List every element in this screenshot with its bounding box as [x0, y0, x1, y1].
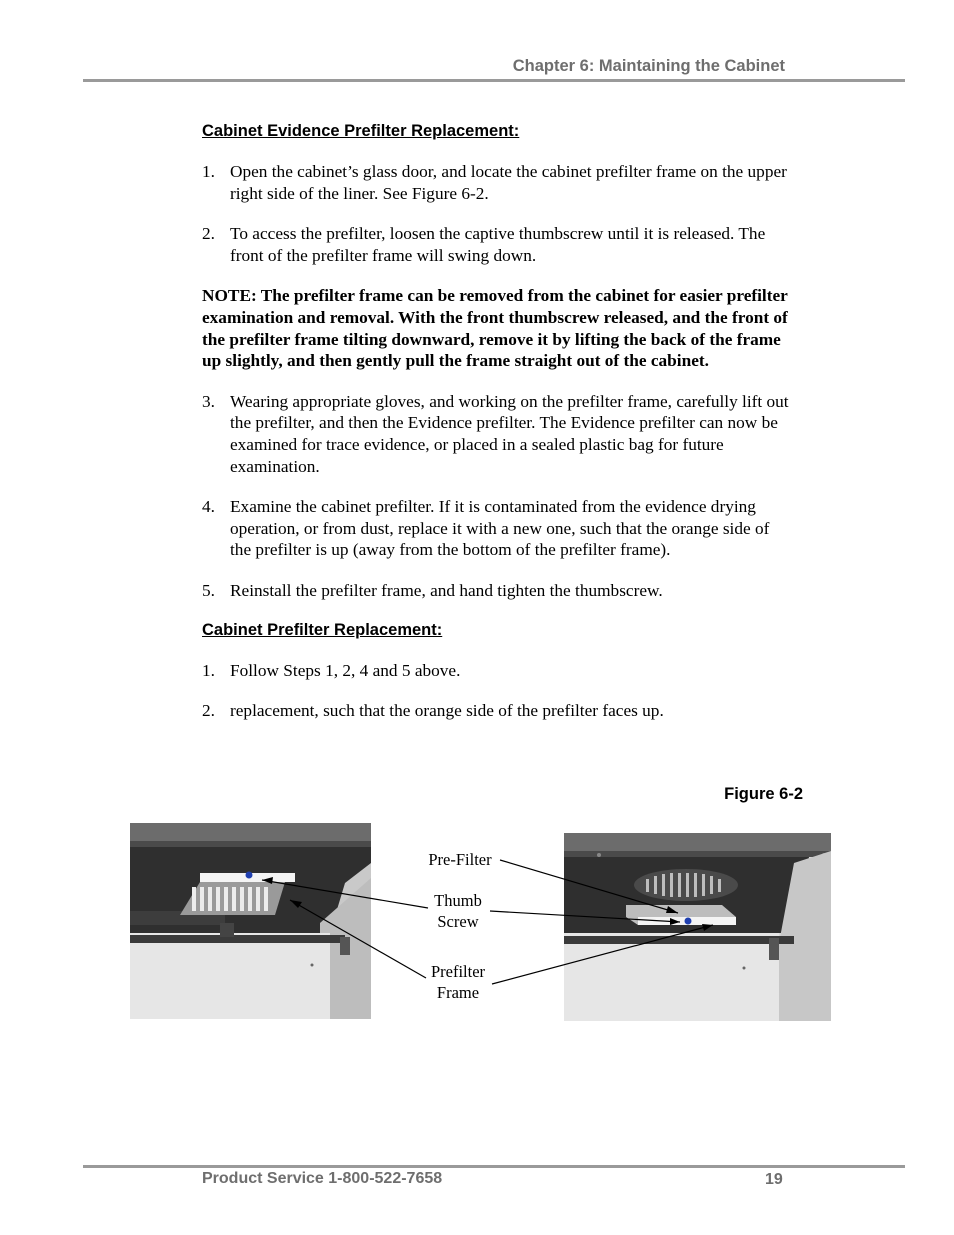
step-text: Follow Steps 1, 2, 4 and 5 above.: [230, 660, 461, 680]
callout-frame-line2: Frame: [436, 983, 480, 1002]
step-text: Wearing appropriate gloves, and working on the prefilter frame, carefully lift out the prefilter, and then the Evidence prefilter. The Evidence prefilter can now be examined for trace evidence, or placed in a sealed plastic bag for future examination.: [230, 391, 789, 476]
step-number: 1.: [202, 162, 215, 181]
step-number: 2.: [202, 224, 215, 244]
step-text: Reinstall the prefilter frame, and hand tighten the thumbscrew.: [230, 580, 663, 600]
footer-rule: [83, 1165, 905, 1168]
section-heading-cabinet-prefilter: Cabinet Prefilter Replacement:: [202, 620, 443, 639]
step-number: 5.: [202, 580, 215, 600]
footer-service-phone: Product Service 1-800-522-7658: [202, 1170, 443, 1187]
step-number: 1.: [202, 660, 215, 680]
step-number: 3.: [202, 391, 215, 411]
step-text: Examine the cabinet prefilter. If it is contaminated from the evidence drying operation, or from dust, replace it with a new one, such that the orange side of the prefilter is up (away from the bottom of the prefilter frame).: [230, 497, 770, 560]
step-number: 2.: [202, 701, 215, 721]
callout-thumb-screw: [418, 890, 498, 932]
callout-thumb-line2: Screw: [437, 912, 479, 931]
note-paragraph: NOTE: The prefilter frame can be removed from the cabinet for easier prefilter examination and removal. With the front thumbscrew released, and the front of the prefilter frame tilting downward, remove it by lifting the back of the frame up slightly, and then gently pull the frame straight out of the cabinet.: [202, 286, 788, 371]
callout-prefilter: Pre-Filter: [428, 850, 492, 869]
figure-label: Figure 6-2: [724, 785, 803, 803]
section-heading-evidence-prefilter: Cabinet Evidence Prefilter Replacement:: [202, 122, 520, 140]
step-text: To access the prefilter, loosen the captive thumbscrew until it is released. The front of the prefilter frame will swing down.: [230, 224, 766, 265]
step-text: replacement, such that the orange side of the prefilter faces up.: [230, 701, 664, 721]
page-number: 19: [765, 1171, 783, 1188]
step-text: Open the cabinet’s glass door, and locate the cabinet prefilter frame on the upper right side of the liner. See Figure 6-2.: [230, 162, 787, 203]
callout-prefilter-frame: [418, 961, 498, 1003]
callout-thumb-line1: Thumb: [434, 891, 482, 910]
callout-frame-line1: Prefilter: [430, 962, 486, 981]
chapter-header: Chapter 6: Maintaining the Cabinet: [512, 57, 785, 75]
step-number: 4.: [202, 497, 215, 517]
